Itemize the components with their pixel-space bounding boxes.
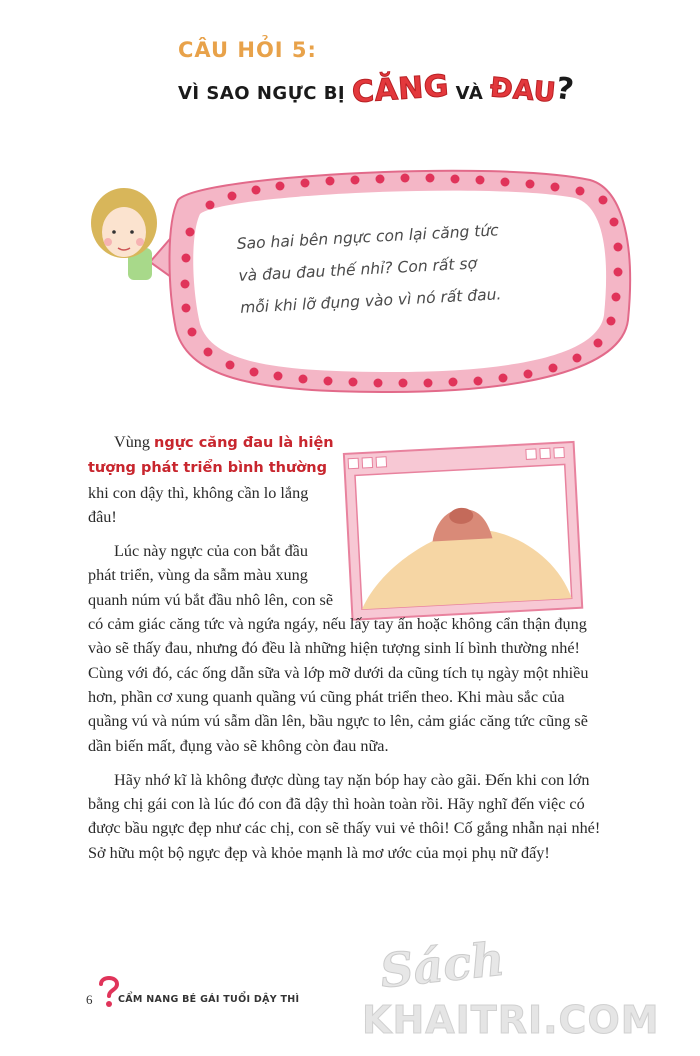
p1-intro: Vùng (114, 433, 155, 451)
title-highlight-cang: CĂNG (350, 68, 450, 111)
paragraph-3: Hãy nhớ kĩ là không được dùng tay nặn bóp hay cào gãi. Đến khi con lớn bằng chị gái con là lúc đó con đã dậy thì hoàn toàn rồi. Hãy nghĩ đến việc có được bầu ngực đẹp như các chị, con sẽ thấy vui vẻ thôi! Cố gắng nhẫn nại nhé! Sở hữu một bộ ngực đẹp và khỏe mạnh là mơ ước của mọi phụ nữ đấy! (88, 770, 601, 862)
bubble-line-2: và đau đau thế nhỉ? Con rất sợ (238, 254, 478, 285)
title-part-2: VÀ (448, 83, 491, 104)
bubble-line-3: mỗi khi lỡ đụng vào vì nó rất đau. (239, 285, 502, 317)
page-number: 6 (86, 992, 93, 1007)
question-number: CÂU HỎI 5: (178, 38, 317, 62)
title-highlight-dau: ĐAU (488, 72, 558, 109)
body-text (88, 430, 608, 865)
title-question-mark: ? (553, 70, 577, 109)
book-title: CẨM NANG BÉ GÁI TUỔI DẬY THÌ (118, 994, 300, 1005)
title-part-1: VÌ SAO NGỰC BỊ (178, 83, 352, 104)
watermark-sach: Sách (377, 931, 507, 999)
watermark-site: KHAITRI.COM (362, 998, 660, 1042)
p1-emphasis: ngực căng đau là hiện tượng phát triển bình thường (88, 435, 334, 477)
paragraph-2: Lúc này ngực của con bắt đầu phát triển, vùng da sẫm màu xung quanh núm vú bắt đầu nhô lên, con sẽ có cảm giác căng tức và ngứa ngáy, nếu lấy tay ấn hoặc không cẩn thận đụng vào sẽ thấy đau, nhưng đó đều là những hiện tượng sinh lí bình thường nhé! Cùng với đó, các ống dẫn sữa và lớp mỡ dưới da cũng tích tụ ngày một nhiều hơn, phần cơ xung quanh quầng vú cũng phát triển theo. Khi màu sắc của quầng vú và núm vú sẫm dần lên, bầu ngực to lên, cảm giác căng tức cũng sẽ dần biến mất, đụng vào sẽ không còn đau nữa. (88, 542, 589, 755)
bubble-line-1: Sao hai bên ngực con lại căng tức (236, 221, 500, 253)
p1-rest: khi con dậy thì, không cần lo lắng đâu! (88, 483, 309, 526)
illustration-space (338, 430, 608, 605)
